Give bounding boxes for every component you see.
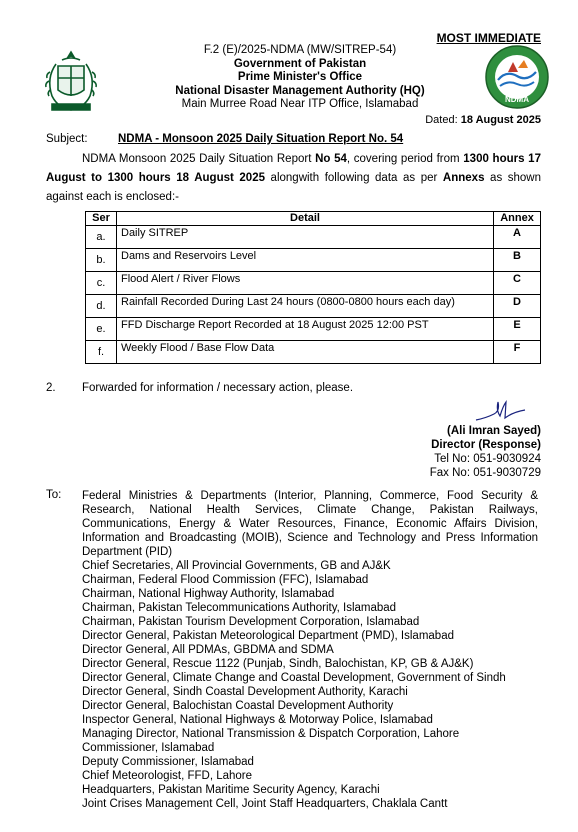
list-item: Director General, Climate Change and Coastal Development, Government of Sindh <box>82 672 506 684</box>
list-item: Chairman, Pakistan Telecommunications Authority, Islamabad <box>82 602 397 614</box>
signatory-tel: Tel No: 051-9030924 <box>434 453 541 465</box>
state-emblem-icon <box>40 48 102 116</box>
list-item: Deputy Commissioner, Islamabad <box>82 756 254 768</box>
intro-period: 1300 hours 17 August to 1300 hours 18 August 2025 <box>46 153 541 184</box>
list-item: Chief Secretaries, All Provincial Governments, GB and AJ&K <box>82 560 391 572</box>
dated <box>400 114 541 126</box>
row-ser: b. <box>86 249 117 272</box>
row-detail: Weekly Flood / Base Flow Data <box>117 341 494 364</box>
ndma-logo-text: NDMA <box>505 95 529 104</box>
authority-line: National Disaster Management Authority (HQ) <box>175 84 425 97</box>
row-ser: a. <box>86 226 117 249</box>
signatory-name: (Ali Imran Sayed) <box>447 425 541 437</box>
list-item: Director General, Sindh Coastal Development Authority, Karachi <box>82 686 408 698</box>
paragraph-text: Forwarded for information / necessary action, please. <box>82 382 354 394</box>
row-ser: d. <box>86 295 117 318</box>
list-item: Chief Meteorologist, FFD, Lahore <box>82 770 253 782</box>
row-detail: Dams and Reservoirs Level <box>117 249 494 272</box>
intro-text-2: , covering period from <box>346 153 464 165</box>
distribution-list <box>82 489 538 811</box>
annex-table <box>85 211 541 364</box>
row-ser: f. <box>86 341 117 364</box>
address-line: Main Murree Road Near ITP Office, Islamabad <box>181 98 419 110</box>
intro-annexs: Annexs <box>442 172 485 184</box>
signatory-designation: Director (Response) <box>431 439 541 451</box>
row-ser: c. <box>86 272 117 295</box>
list-item: Director General, Pakistan Meteorological Department (PMD), Islamabad <box>82 630 454 642</box>
row-detail: Rainfall Recorded During Last 24 hours (0800-0800 hours each day) <box>117 295 494 318</box>
list-item: Director General, All PDMAs, GBDMA and SDMA <box>82 644 334 656</box>
government-line: Government of Pakistan <box>233 57 367 70</box>
column-header-detail: Detail <box>117 212 494 226</box>
column-header-annex: Annex <box>494 212 541 226</box>
table-row <box>86 249 541 272</box>
row-annex: C <box>494 272 541 295</box>
list-item: Federal Ministries & Departments (Interior, Planning, Commerce, Food Security & Research, National Health Services, Climate Change, Pakistan Railways, Communications, Energy & Water Resources, Finance, Economic Affairs Division, Information and Broadcasting (MOIB), Science and Technology and Press Information Department (PID) <box>82 490 538 558</box>
office-line: Prime Minister's Office <box>237 71 363 83</box>
row-annex: B <box>494 249 541 272</box>
paragraph-number: 2. <box>46 382 56 394</box>
list-item: Chairman, National Highway Authority, Islamabad <box>82 588 335 600</box>
list-item: Chairman, Federal Flood Commission (FFC), Islamabad <box>82 574 369 586</box>
priority-marking: MOST IMMEDIATE <box>436 31 541 45</box>
letterhead <box>150 44 450 112</box>
list-item: Headquarters, Pakistan Maritime Security Agency, Karachi <box>82 784 380 796</box>
list-item: Director General, Balochistan Coastal Development Authority <box>82 700 394 712</box>
row-detail: FFD Discharge Report Recorded at 18 August 2025 12:00 PST <box>117 318 494 341</box>
table-row <box>86 318 541 341</box>
distribution-label: To: <box>46 489 62 501</box>
intro-report-no: No 54 <box>315 153 347 165</box>
row-annex: D <box>494 295 541 318</box>
table-row <box>86 295 541 318</box>
row-annex: A <box>494 226 541 249</box>
list-item: Inspector General, National Highways & Motorway Police, Islamabad <box>82 714 433 726</box>
list-item: Director General, Rescue 1122 (Punjab, Sindh, Balochistan, KP, GB & AJ&K) <box>82 658 474 670</box>
dated-value: 18 August 2025 <box>460 114 541 126</box>
row-ser: e. <box>86 318 117 341</box>
list-item: Managing Director, National Transmission & Dispatch Corporation, Lahore Commissioner, Islamabad <box>82 728 460 754</box>
file-number: F.2 (E)/2025-NDMA (MW/SITREP-54) <box>203 44 397 56</box>
table-row <box>86 272 541 295</box>
subject-text: NDMA - Monsoon 2025 Daily Situation Report No. 54 <box>118 133 404 145</box>
row-detail: Flood Alert / River Flows <box>117 272 494 295</box>
intro-text-1: NDMA Monsoon 2025 Daily Situation Report <box>82 153 316 165</box>
table-header-row <box>86 212 541 226</box>
signatory-fax: Fax No: 051-9030729 <box>429 467 541 479</box>
intro-paragraph <box>46 150 541 207</box>
list-item: Joint Crises Management Cell, Joint Staff Headquarters, Chaklala Cantt <box>82 798 448 810</box>
column-header-ser: Ser <box>86 212 117 226</box>
row-annex: F <box>494 341 541 364</box>
list-item: Chairman, Pakistan Tourism Development Corporation, Islamabad <box>82 616 420 628</box>
ndma-logo-icon <box>484 44 550 110</box>
dated-label: Dated: <box>425 114 458 126</box>
subject-label: Subject: <box>46 133 88 145</box>
signature-icon <box>470 398 530 424</box>
row-annex: E <box>494 318 541 341</box>
intro-text-3: alongwith following data as per <box>264 172 443 184</box>
table-row <box>86 226 541 249</box>
table-row <box>86 341 541 364</box>
intro-text-4: as shown against each is enclosed:- <box>46 172 542 203</box>
signatory-block <box>380 424 541 480</box>
row-detail: Daily SITREP <box>117 226 494 249</box>
